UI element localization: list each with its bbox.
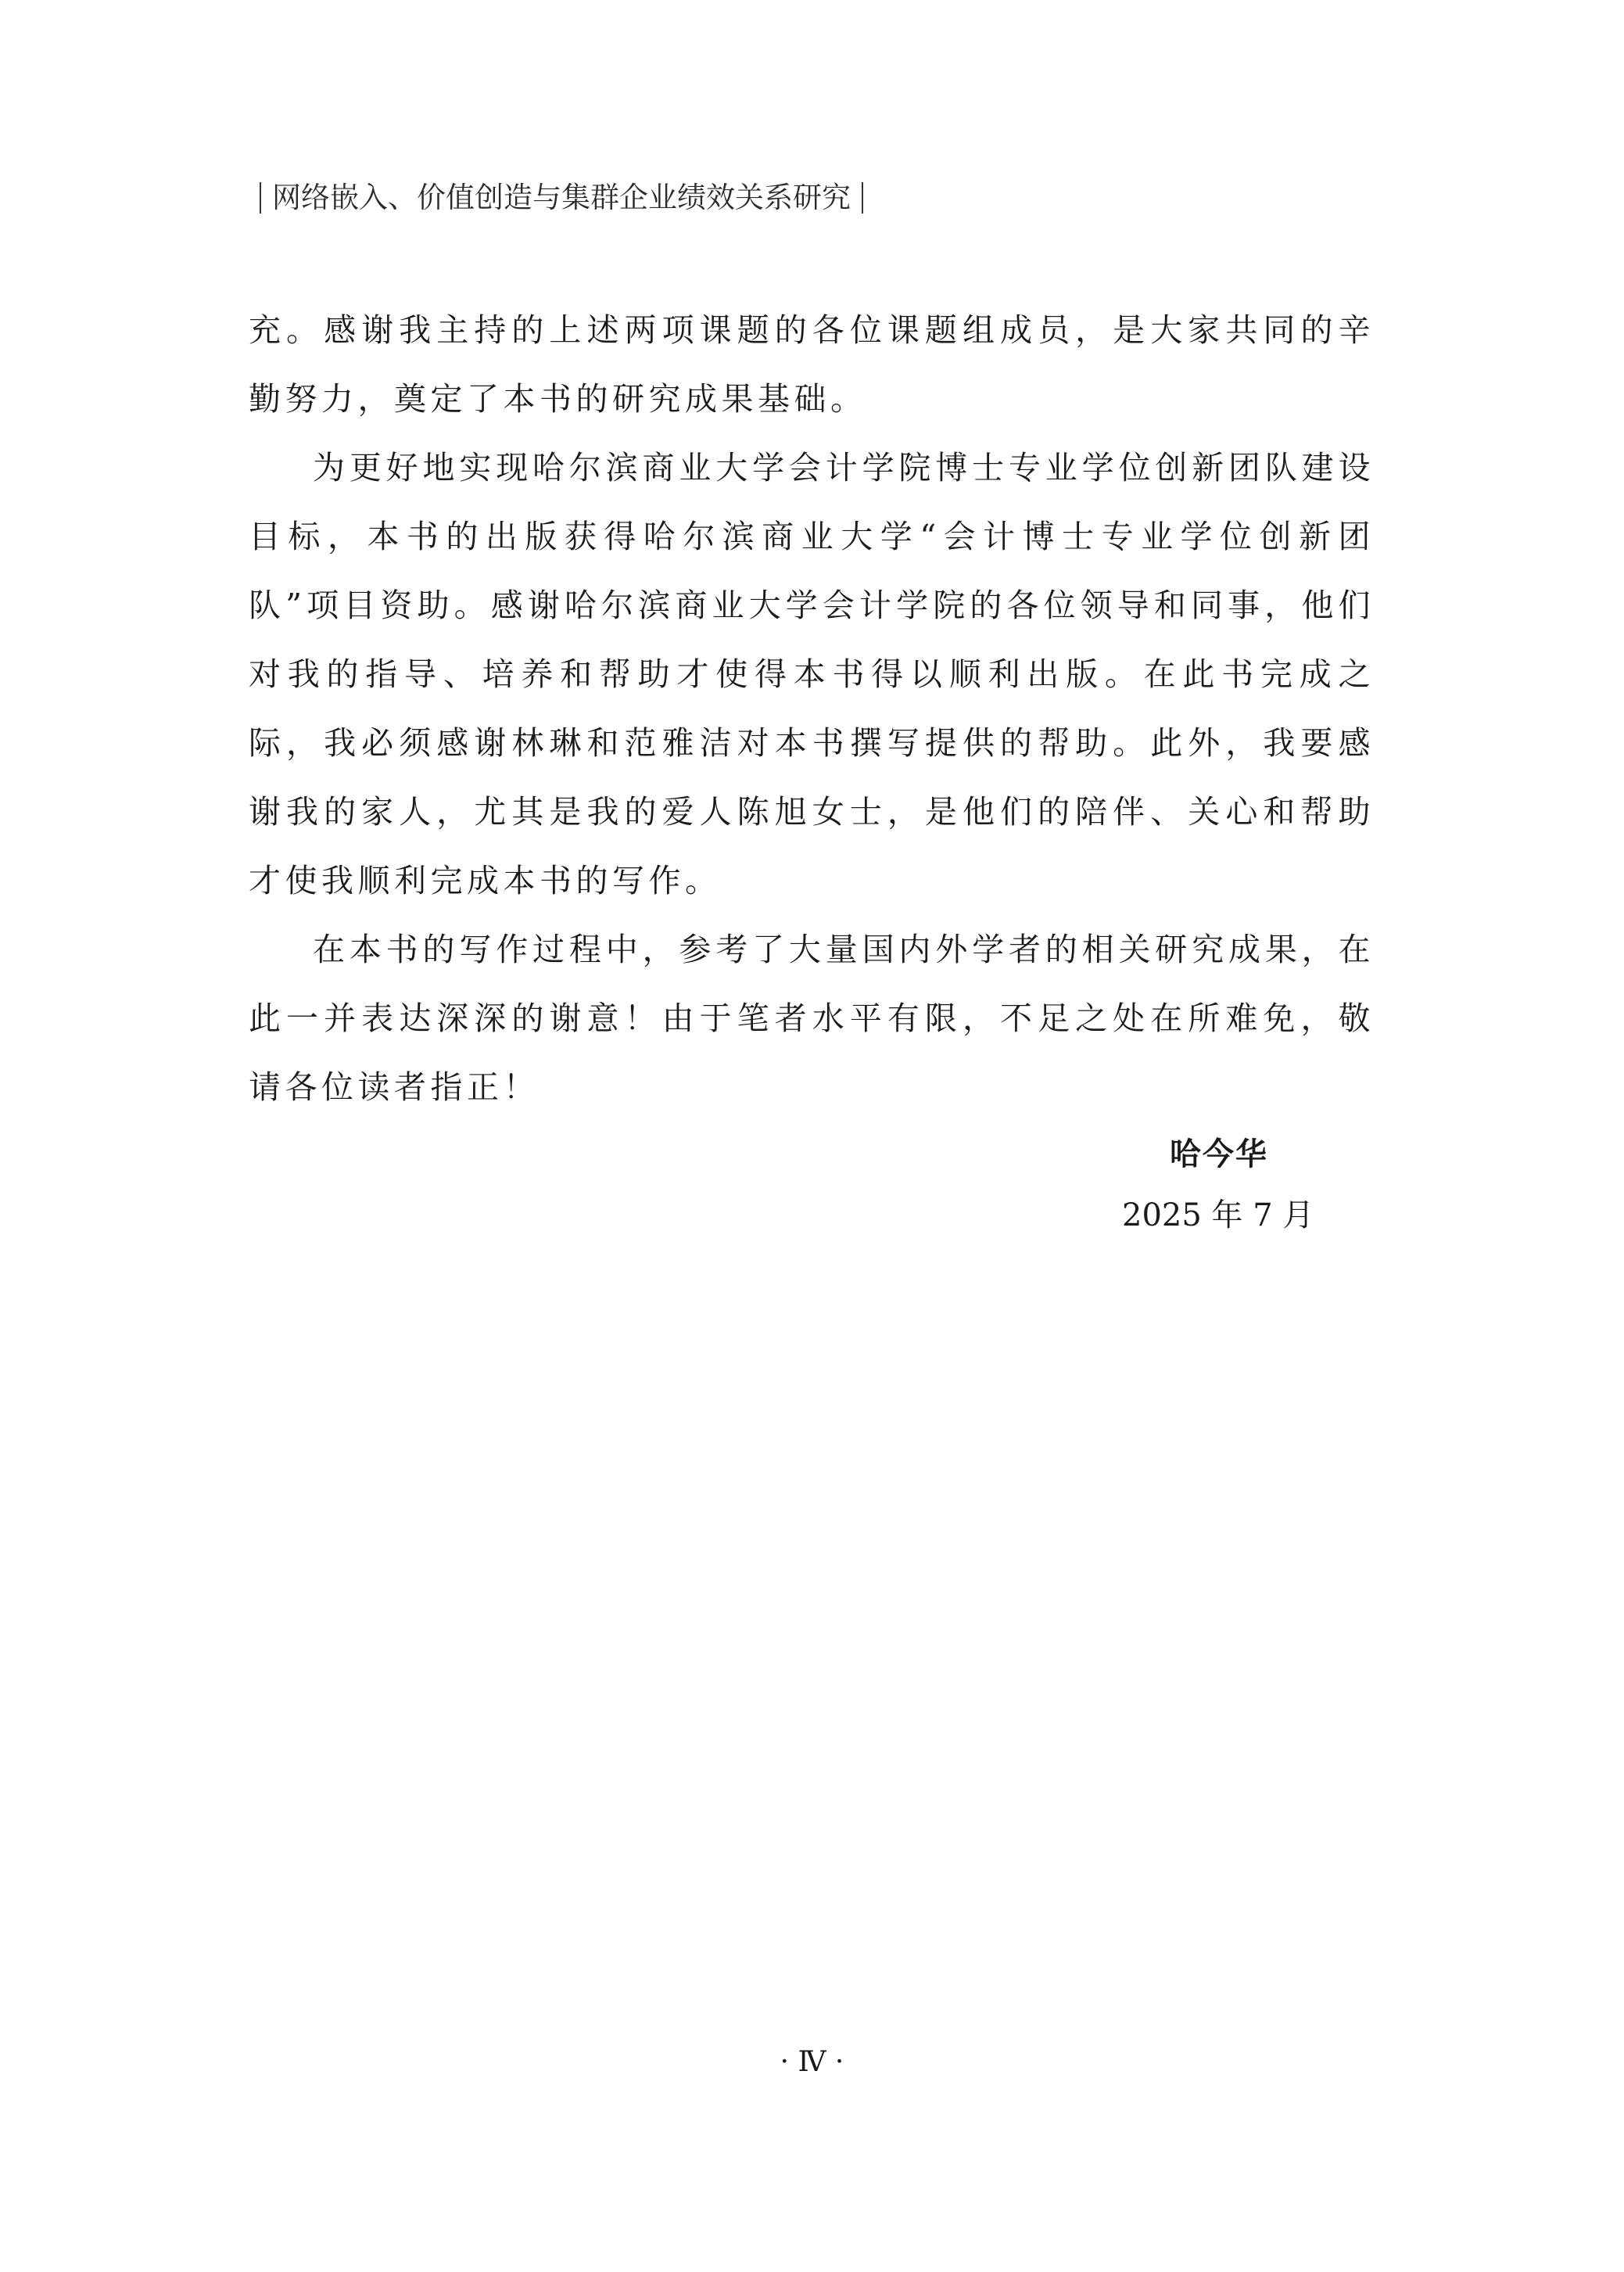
header-right-rule	[862, 182, 863, 214]
paragraph-continuation: 充。感谢我主持的上述两项课题的各位课题组成员，是大家共同的辛勤努力，奠定了本书的研究成果基础。	[249, 311, 1375, 418]
paragraph-references: 在本书的写作过程中，参考了大量国内外学者的相关研究成果，在此一并表达深深的谢意！由于笔者水平有限，不足之处在所难免，敬请各位读者指正！	[249, 931, 1375, 1106]
body-text	[249, 296, 1375, 1122]
paragraph-funding: 为更好地实现哈尔滨商业大学会计学院博士专业学位创新团队建设目标，本书的出版获得哈尔滨商业大学“会计博士专业学位创新团队”项目资助。感谢哈尔滨商业大学会计学院的各位领导和同事，他们对我的指导、培养和帮助才使得本书得以顺利出版。在此书完成之际，我必须感谢林琳和范雅洁对本书撰写提供的帮助。此外，我要感谢我的家人，尤其是我的爱人陈旭女士，是他们的陪伴、关心和帮助才使我顺利完成本书的写作。	[249, 449, 1375, 899]
signature-date: 2025 年 7 月	[1122, 1197, 1314, 1233]
header-left-rule	[260, 182, 261, 214]
header-title: 网络嵌入、价值创造与集群企业绩效关系研究	[272, 181, 851, 214]
running-header	[249, 178, 1406, 217]
author-name: 哈今华	[1170, 1136, 1268, 1172]
page-number: · Ⅳ ·	[780, 2046, 844, 2078]
